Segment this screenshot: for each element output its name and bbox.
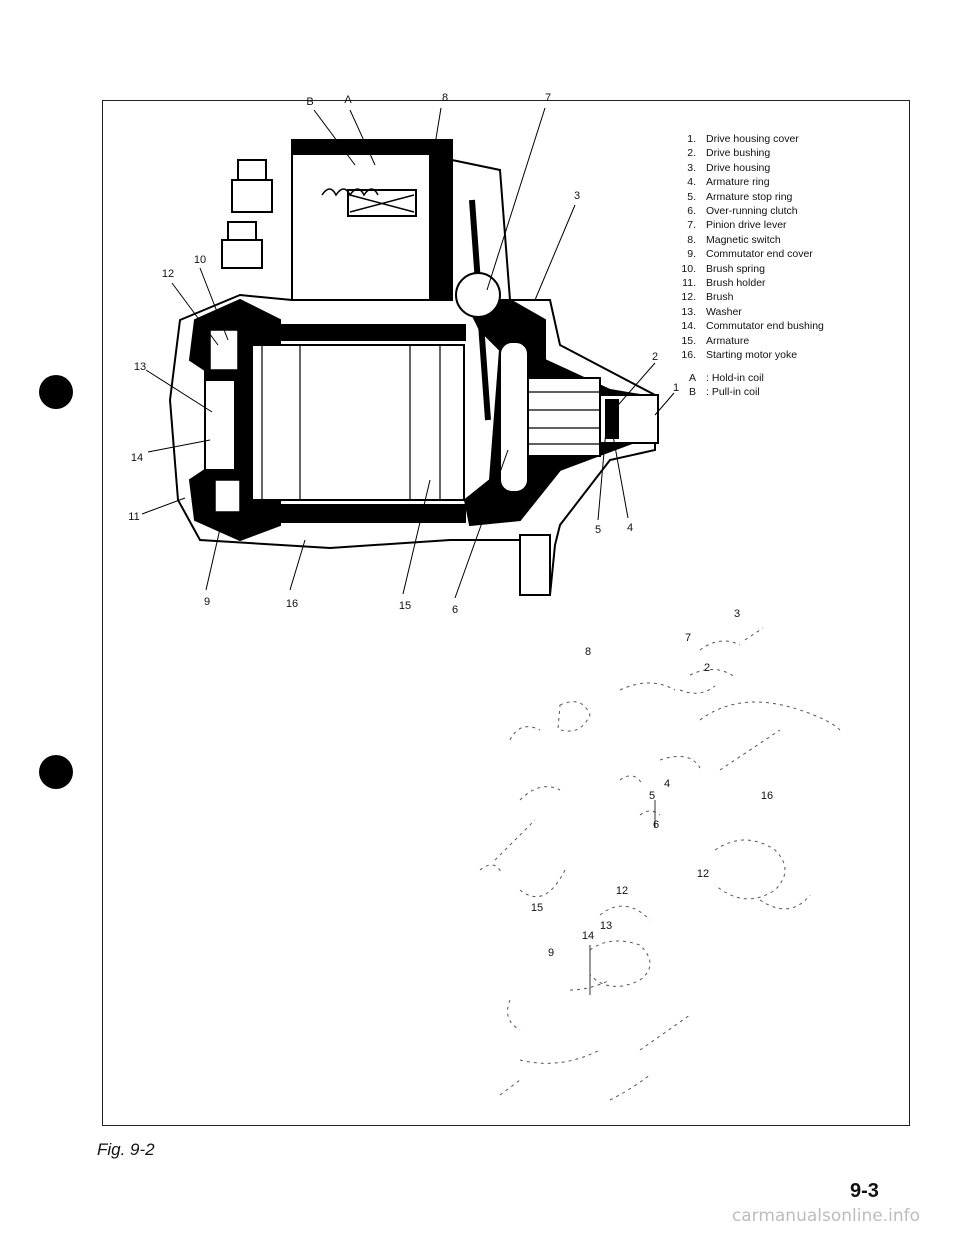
exploded-callout-2: 2 (703, 662, 711, 674)
coil-label: : Hold-in coil (706, 371, 764, 384)
legend-num: 8. (687, 233, 696, 246)
exploded-callout-7: 7 (684, 632, 692, 644)
legend-row (668, 290, 898, 304)
callout-B: B (306, 96, 314, 108)
exploded-callout-12a: 12 (696, 868, 710, 880)
legend-num: 11. (682, 277, 696, 290)
callout-1: 1 (672, 382, 680, 394)
coil-key: A (688, 371, 696, 384)
legend-row (668, 348, 898, 362)
legend-row (668, 305, 898, 319)
legend-label: Over-running clutch (706, 205, 798, 218)
callout-2: 2 (651, 351, 659, 363)
sectional-view (170, 140, 658, 595)
legend-num: 13. (681, 305, 696, 318)
legend-label: Starting motor yoke (706, 349, 798, 362)
exploded-callout-6: 6 (652, 819, 660, 831)
legend-label: Commutator end cover (706, 248, 813, 261)
coil-row (668, 385, 898, 399)
callout-15: 15 (398, 600, 412, 612)
callout-7: 7 (544, 92, 552, 104)
legend-label: Brush holder (706, 277, 766, 290)
legend-label: Washer (706, 305, 742, 318)
legend-label: Armature (706, 334, 750, 347)
legend-label: Drive housing cover (706, 133, 799, 145)
callout-12: 12 (161, 268, 175, 280)
legend-num: 2. (687, 147, 696, 160)
watermark-text: carmanualsonline.info (731, 1206, 920, 1226)
legend-label: Magnetic switch (706, 233, 781, 246)
legend-num: 6. (687, 205, 696, 218)
exploded-callout-9: 9 (547, 947, 555, 959)
page-number: 9-3 (850, 1180, 879, 1202)
exploded-callout-4: 4 (663, 778, 671, 790)
legend-num: 3. (687, 161, 696, 174)
callout-A: A (344, 94, 352, 106)
legend-row (668, 276, 898, 290)
callout-6: 6 (451, 604, 459, 616)
coil-row (668, 371, 898, 385)
legend-row (668, 175, 898, 189)
legend-num: 4. (687, 176, 696, 189)
exploded-callout-14: 14 (581, 930, 595, 942)
legend-num: 7. (687, 219, 696, 232)
legend-label: Commutator end bushing (706, 320, 824, 333)
callout-11: 11 (128, 511, 140, 523)
coil-key: B (688, 385, 696, 398)
legend-label: Pinion drive lever (706, 219, 787, 232)
exploded-callout-15: 15 (530, 902, 544, 914)
callout-3: 3 (573, 190, 581, 202)
callout-13: 13 (133, 361, 147, 373)
figure-caption: Fig. 9-2 (97, 1140, 155, 1159)
legend-row (668, 233, 898, 247)
legend-num: 15. (681, 334, 696, 347)
exploded-callout-8: 8 (584, 646, 592, 658)
legend-num: 12. (681, 291, 696, 304)
callout-9: 9 (203, 596, 211, 608)
legend-num: 9. (687, 248, 696, 261)
exploded-leader-lines (590, 800, 655, 995)
exploded-callout-12b: 12 (615, 885, 629, 897)
callout-10: 10 (193, 254, 207, 266)
legend-row (668, 334, 898, 348)
legend-num: 14. (681, 320, 696, 333)
legend-label: Brush spring (706, 262, 765, 275)
exploded-callout-13: 13 (599, 920, 613, 932)
callout-16: 16 (285, 598, 299, 610)
exploded-callout-16: 16 (760, 790, 774, 802)
legend-label: Armature ring (706, 176, 770, 189)
legend-row (668, 262, 898, 276)
exploded-callout-5: 5 (648, 790, 656, 802)
legend-spacer (668, 363, 898, 371)
legend-row (668, 247, 898, 261)
exploded-callout-3: 3 (733, 608, 741, 620)
legend-row (668, 146, 898, 160)
legend-num: 1. (687, 133, 696, 145)
legend-row (668, 132, 898, 146)
legend-label: Drive housing (706, 161, 771, 174)
callout-14: 14 (130, 452, 144, 464)
legend-row (668, 204, 898, 218)
callout-4: 4 (626, 522, 634, 534)
legend-label: Drive bushing (706, 147, 771, 160)
callout-5: 5 (594, 524, 602, 536)
legend-row (668, 190, 898, 204)
legend-label: Brush (706, 291, 734, 304)
legend-row (668, 319, 898, 333)
legend-row (668, 218, 898, 232)
callout-8: 8 (441, 92, 449, 104)
legend-row (668, 161, 898, 175)
legend-label: Armature stop ring (706, 190, 793, 203)
parts-legend (668, 132, 898, 399)
exploded-view (480, 628, 840, 1100)
legend-num: 5. (687, 190, 696, 203)
legend-num: 16. (681, 349, 696, 362)
coil-label: : Pull-in coil (706, 385, 760, 398)
legend-num: 10. (681, 262, 696, 275)
